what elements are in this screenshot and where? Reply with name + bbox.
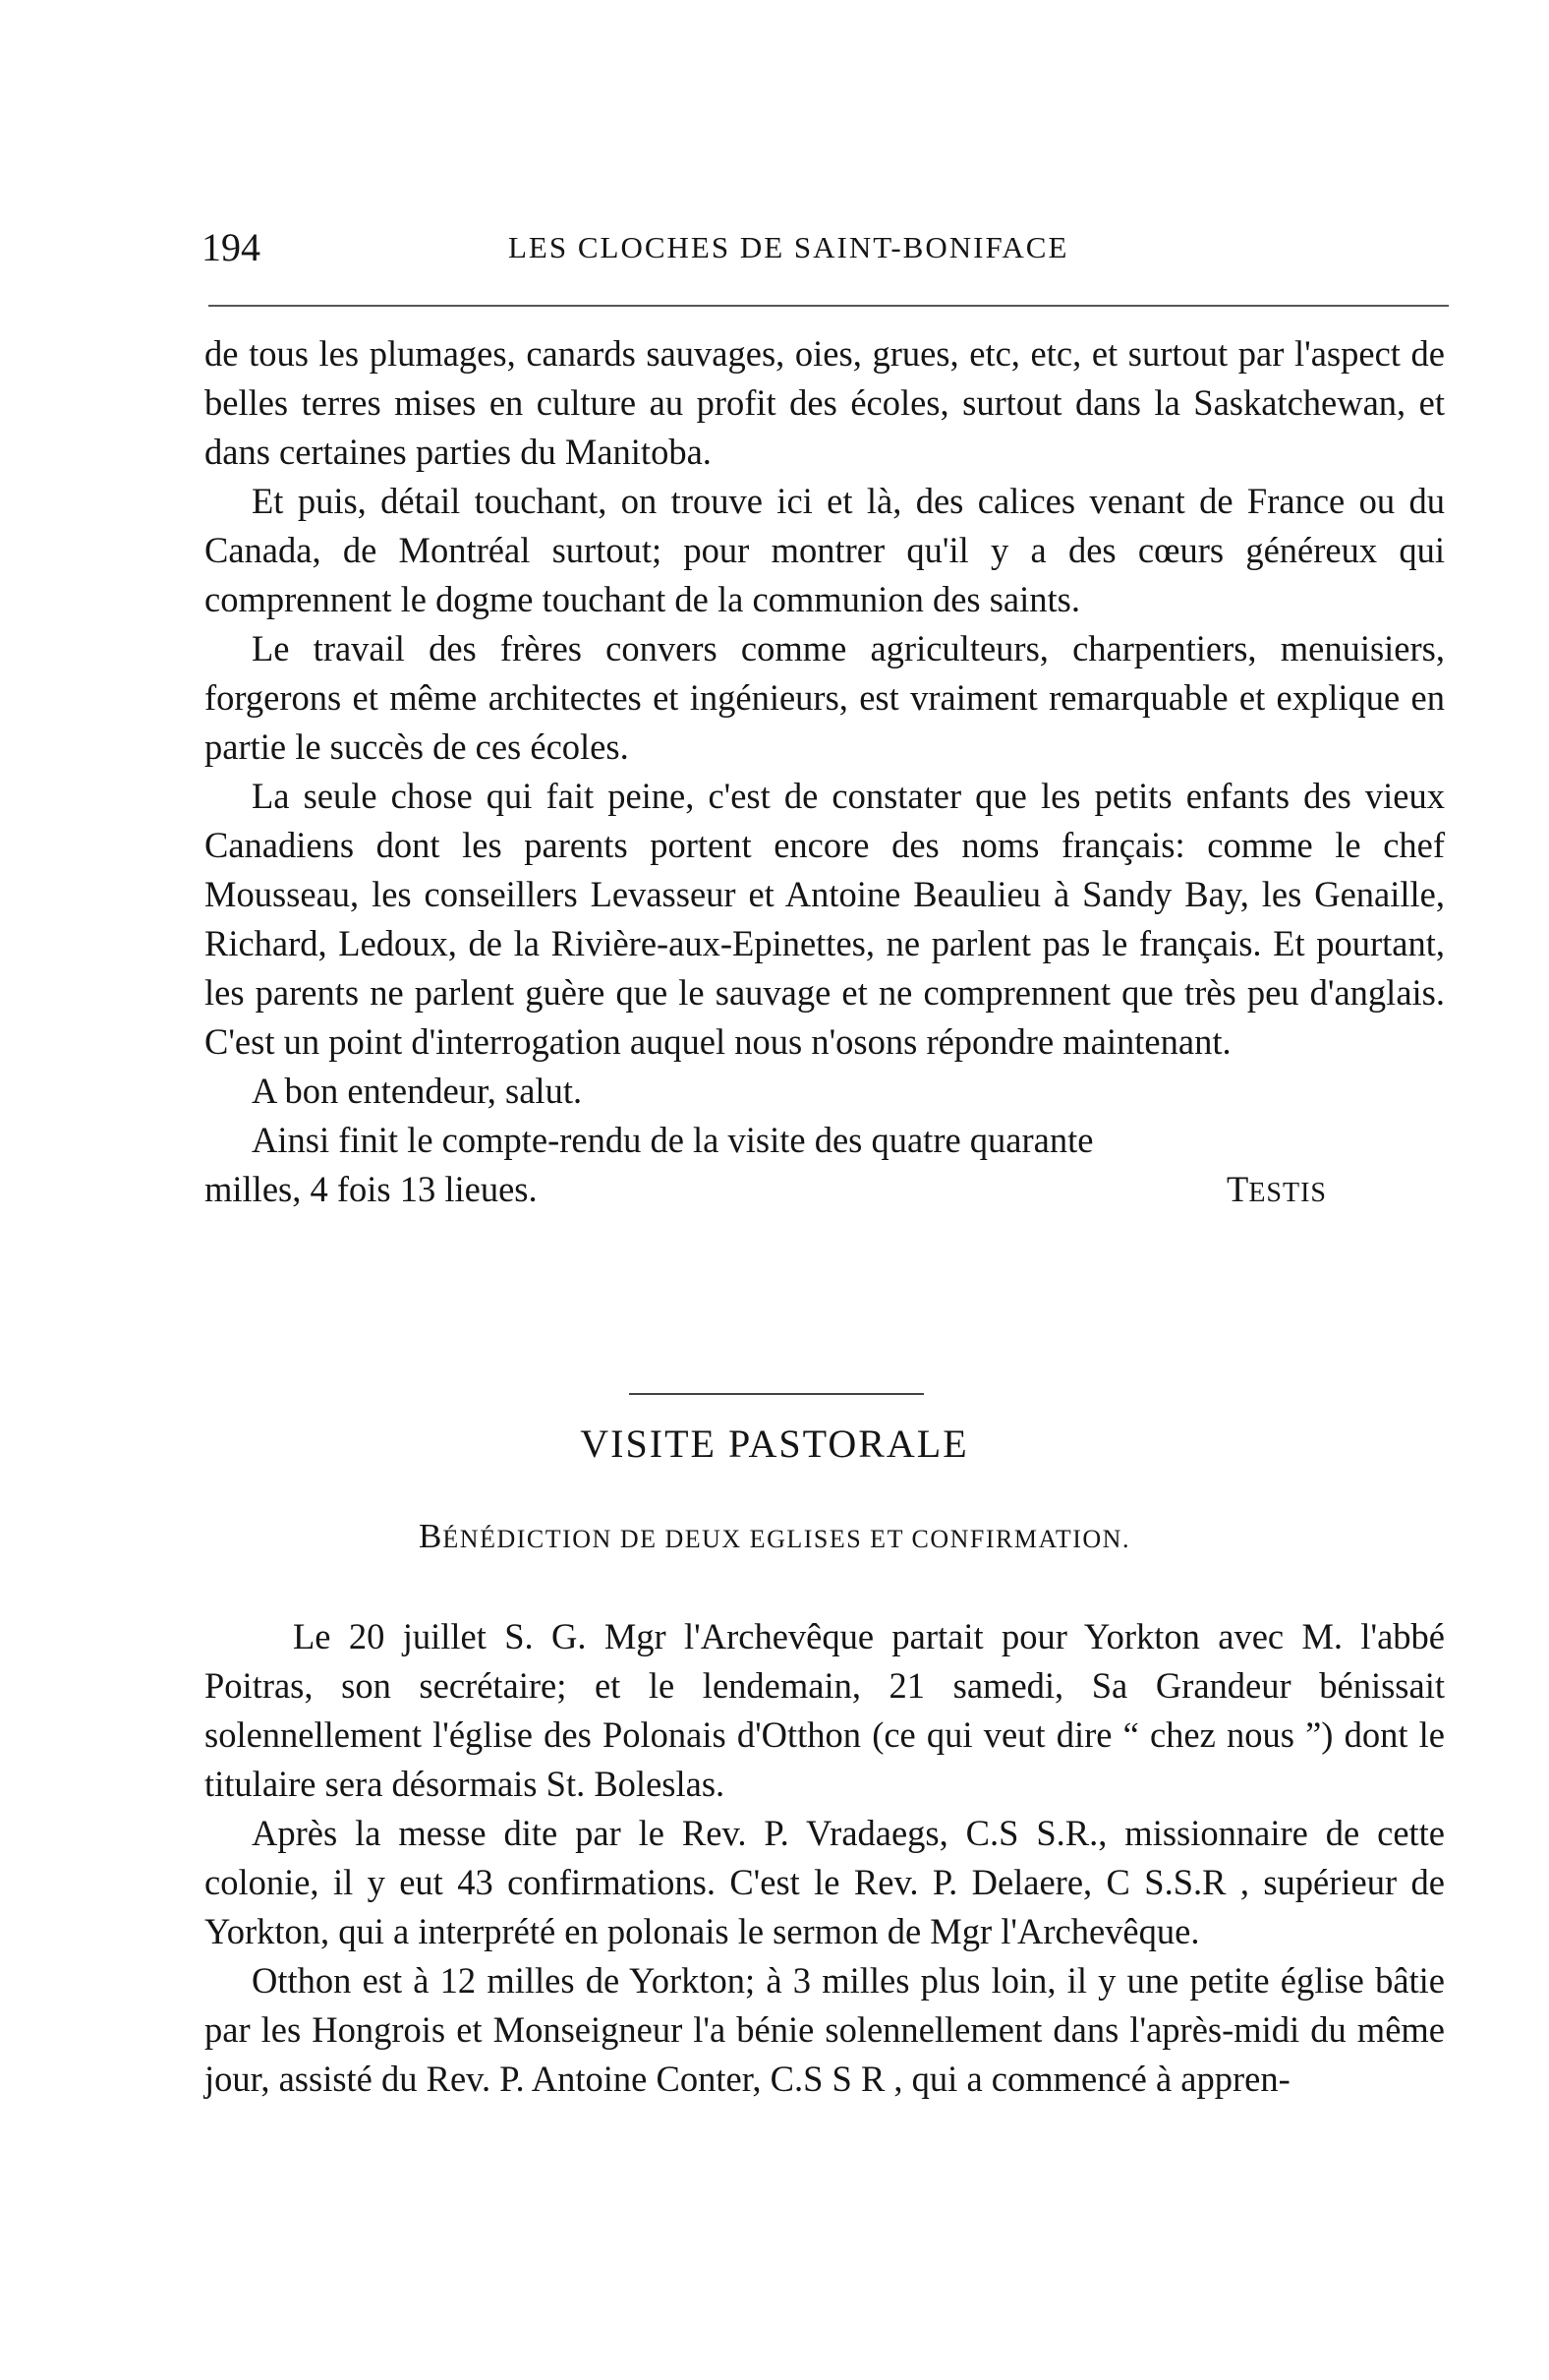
signature-rest: ESTIS <box>1248 1178 1327 1208</box>
header-rule <box>208 305 1449 307</box>
page-header <box>201 224 1450 293</box>
section-body <box>204 1612 1445 2104</box>
paragraph: A bon entendeur, salut. <box>252 1071 583 1111</box>
paragraph: Otthon est à 12 milles de Yorkton; à 3 milles plus loin, il y une petite église bâtie par les Hongrois et Monseigneur l'a bénie solennellement dans l'après-midi du même jour, assisté du Rev. P. Antoine Conter, C.S S R , qui a commencé à appren- <box>204 1960 1445 2099</box>
paragraph: Après la messe dite par le Rev. P. Vradaegs, C.S S.R., missionnaire de cette colonie, il y eut 43 confirmations. C'est le Rev. P. Delaere, C S.S.R , supérieur de Yorkton, qui a interprété en polonais le sermon de Mgr l'Archevêque. <box>204 1813 1445 1951</box>
paragraph: de tous les plumages, canards sauvages, oies, grues, etc, etc, et surtout par l'aspect de belles terres mises en culture au profit des écoles, surtout dans la Saskatchewan, et dans certaines parties du Manitoba. <box>204 333 1445 472</box>
signature-initial: T <box>1227 1169 1249 1209</box>
page-number: 194 <box>201 225 260 269</box>
paragraph: Le travail des frères convers comme agriculteurs, charpentiers, menuisiers, forgerons et même architectes et ingénieurs, est vraiment remarquable et explique en partie le succès de ces écoles. <box>204 628 1445 767</box>
paragraph: Le 20 juillet S. G. Mgr l'Archevêque partait pour Yorkton avec M. l'abbé Poitras, son secrétaire; et le lendemain, 21 samedi, Sa Grandeur bénissait solennellement l'église des Polonais d'Otthon (ce qui veut dire “ chez nous ”) dont le titulaire sera désormais St. Boleslas. <box>204 1616 1445 1804</box>
subtitle-initial: B <box>419 1517 443 1555</box>
section-subtitle <box>0 1517 1549 1556</box>
paragraph: La seule chose qui fait peine, c'est de constater que les petits enfants des vieux Canadiens dont les parents portent encore des noms français: comme le chef Mousseau, les conseillers Levasseur et Antoine Beaulieu à Sandy Bay, les Genaille, Richard, Ledoux, de la Rivière-aux-Epinettes, ne parlent pas le français. Et pourtant, les parents ne parlent guère que le sauvage et ne comprennent que très peu d'anglais. C'est un point d'interrogation auquel nous n'osons répondre maintenant. <box>204 776 1445 1062</box>
section-title: VISITE PASTORALE <box>580 1422 969 1466</box>
subtitle-rest: ÉNÉDICTION DE DEUX EGLISES ET CONFIRMATION. <box>442 1525 1130 1553</box>
closing-line <box>204 1165 1445 1218</box>
signature <box>1227 1165 1327 1218</box>
paragraph: Et puis, détail touchant, on trouve ici et là, des calices venant de France ou du Canada, de Montréal surtout; pour montrer qu'il y a des cœurs généreux qui comprennent le dogme touchant de la communion des saints. <box>204 481 1445 619</box>
article-continuation <box>204 329 1445 1218</box>
closing-text: milles, 4 fois 13 lieues. <box>204 1169 538 1209</box>
running-title: LES CLOCHES DE SAINT-BONIFACE <box>508 230 1069 264</box>
paragraph: Ainsi finit le compte-rendu de la visite des quatre quarante <box>252 1120 1094 1160</box>
section-divider <box>629 1393 924 1395</box>
